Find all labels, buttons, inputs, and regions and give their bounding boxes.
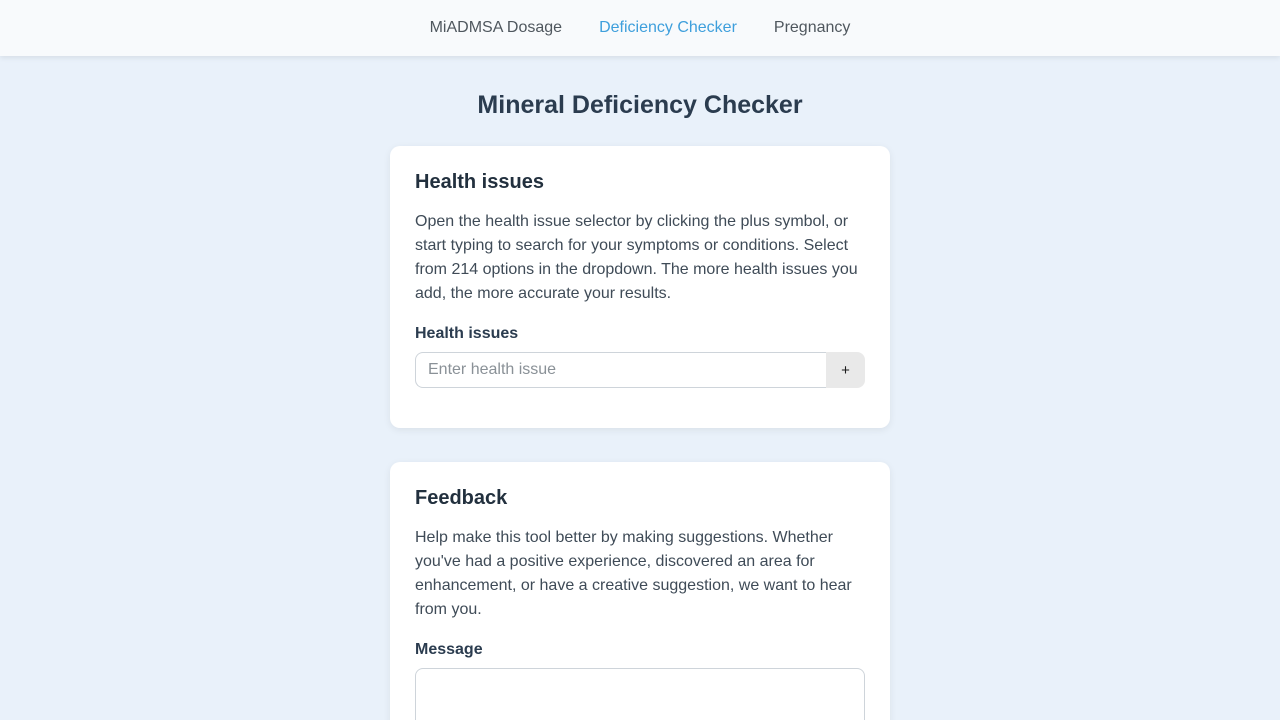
health-issue-input-group bbox=[415, 352, 865, 388]
feedback-card bbox=[390, 462, 890, 720]
feedback-heading: Feedback bbox=[415, 487, 508, 509]
page-title: Mineral Deficiency Checker bbox=[477, 91, 803, 119]
feedback-message-textarea[interactable] bbox=[415, 668, 865, 720]
nav-item-miadmsa-dosage[interactable]: MiADMSA Dosage bbox=[429, 19, 563, 36]
main-content bbox=[0, 90, 1280, 720]
nav-item-deficiency-checker[interactable]: Deficiency Checker bbox=[599, 19, 737, 36]
health-issues-heading: Health issues bbox=[415, 171, 544, 193]
health-issues-input-label: Health issues bbox=[415, 325, 519, 342]
add-health-issue-button[interactable]: + bbox=[826, 352, 865, 388]
feedback-message-label: Message bbox=[415, 641, 483, 658]
health-issues-description: Open the health issue selector by clicking the plus symbol, or start typing to search for your symptoms or conditions. Select from 214 options in the dropdown. The more health issues you add, the more accurate your results. bbox=[415, 213, 858, 302]
top-nav bbox=[0, 0, 1280, 56]
feedback-description: Help make this tool better by making suggestions. Whether you've had a positive experience, discovered an area for enhancement, or have a creative suggestion, we want to hear from you. bbox=[415, 529, 852, 618]
nav-item-pregnancy[interactable]: Pregnancy bbox=[773, 19, 851, 36]
health-issue-input[interactable] bbox=[415, 352, 826, 388]
health-issues-card bbox=[390, 146, 890, 428]
